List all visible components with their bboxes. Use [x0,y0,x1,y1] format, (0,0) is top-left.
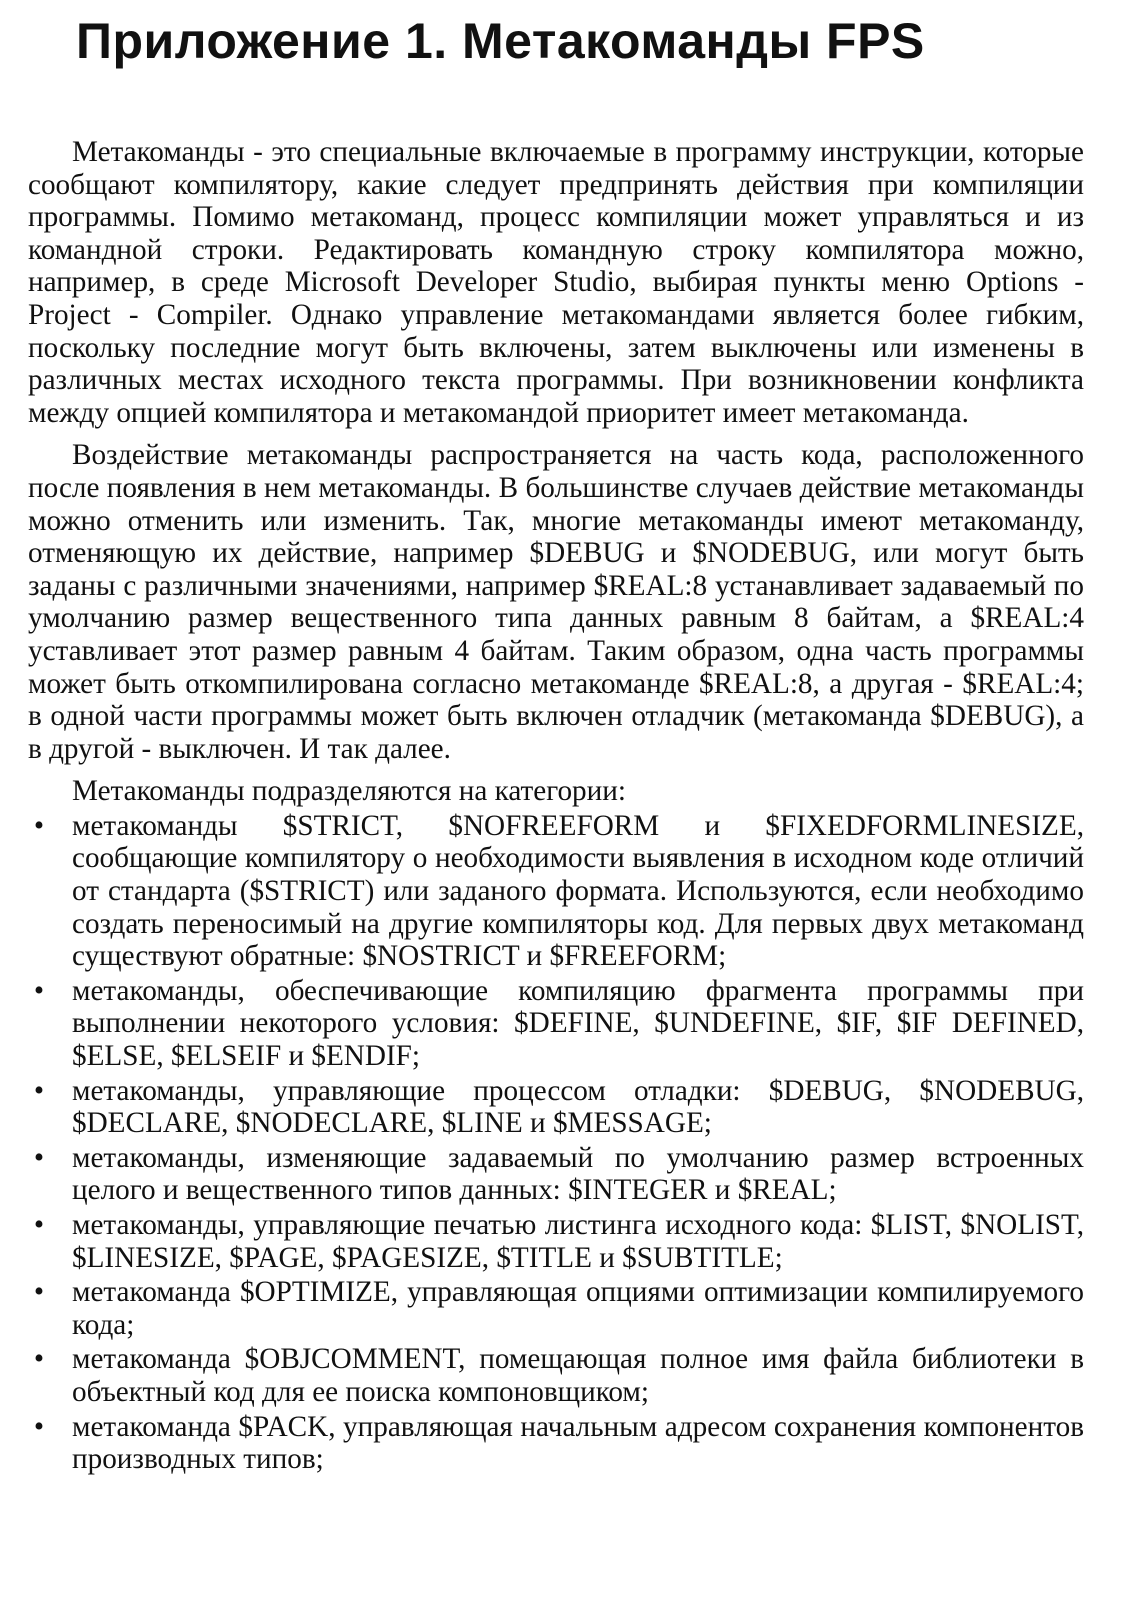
bullet-icon: • [33,1074,45,1107]
bullet-icon: • [33,1276,45,1309]
list-item-text: метакоманды, управляющие процессом отладки: $DEBUG, $NODEBUG, $DECLARE, $NODECLARE, $LINE и $MESSAGE; [72,1074,1084,1140]
document-body [28,136,1084,1476]
list-item [28,1276,1084,1341]
list-item [28,1075,1084,1140]
list-item [28,810,1084,973]
page-title: Приложение 1. Метакоманды FPS [76,13,925,69]
categories-list [28,810,1084,1476]
list-item [28,1343,1084,1408]
bullet-icon: • [33,1410,45,1443]
paragraph-1: Метакоманды - это специальные включаемые в программу инструкции, которые сообщают компилятору, какие следует предпринять действия при компиляции программы. Помимо метакоманд, процесс компиляции может управляться и из командной строки. Редактировать командную строку компилятора можно, например, в среде Microsoft Developer Studio, выбирая пункты меню Options - Project - Compiler. Однако управление метакомандами является более гибким, поскольку последние могут быть включены, затем выключены или изменены в различных местах исходного текста программы. При возникновении конфликта между опцией компилятора и метакомандой приоритет имеет метакоманда. [28,136,1084,429]
list-item-text: метакоманды, обеспечивающие компиляцию фрагмента программы при выполнении некоторого условия: $DEFINE, $UNDEFINE, $IF, $IF DEFINED, $ELSE, $ELSEIF и $ENDIF; [72,974,1084,1073]
list-item [28,1209,1084,1274]
paragraph-2: Воздействие метакоманды распространяется на часть кода, расположенного после появления в нем метакоманды. В большинстве случаев действие метакоманды можно отменить или изменить. Так, многие метакоманды имеют метакоманду, отменяющую их действие, например $DEBUG и $NODEBUG, или могут быть заданы с различными значениями, например $REAL:8 устанавливает задаваемый по умолчанию размер вещественного типа данных равным 8 байтам, а $REAL:4 уставливает этот размер равным 4 байтам. Таким образом, одна часть программы может быть откомпилирована согласно метакоманде $REAL:8, а другая - $REAL:4; в одной части программы может быть включен отладчик (метакоманда $DEBUG), а в другой - выключен. И так далее. [28,439,1084,765]
list-item-text: метакоманды $STRICT, $NOFREEFORM и $FIXEDFORMLINESIZE, сообщающие компилятору о необходимости выявления в исходном коде отличий от стандарта ($STRICT) или заданого формата. Используются, если необходимо создать переносимый на другие компиляторы код. Для первых двух метакоманд существуют обратные: $NOSTRICT и $FREEFORM; [72,809,1084,973]
bullet-icon: • [33,1209,45,1241]
list-item-text: метакоманда $OBJCOMMENT, помещающая полное имя файла библиотеки в объектный код для ее поиска компоновщиком; [72,1343,1084,1408]
bullet-icon: • [33,1343,45,1376]
list-item-text: метакоманды, управляющие печатью листинга исходного кода: $LIST, $NOLIST, $LINESIZE, $PAGE, $PAGESIZE, $TITLE и $SUBTITLE; [72,1209,1084,1274]
list-item-text: метакоманды, изменяющие задаваемый по умолчанию размер встроенных целого и вещественного типов данных: $INTEGER и $REAL; [72,1141,1084,1207]
list-item-text: метакоманда $PACK, управляющая начальным адресом сохранения компонентов производных типов; [72,1410,1084,1476]
list-item-text: метакоманда $OPTIMIZE, управляющая опциями оптимизации компилируемого кода; [72,1276,1084,1341]
bullet-icon: • [33,1141,45,1174]
list-item [28,975,1084,1073]
bullet-icon: • [33,809,45,842]
list-item [28,1411,1084,1476]
list-item [28,1142,1084,1207]
categories-intro: Метакоманды подразделяются на категории: [72,775,627,808]
bullet-icon: • [33,974,45,1007]
